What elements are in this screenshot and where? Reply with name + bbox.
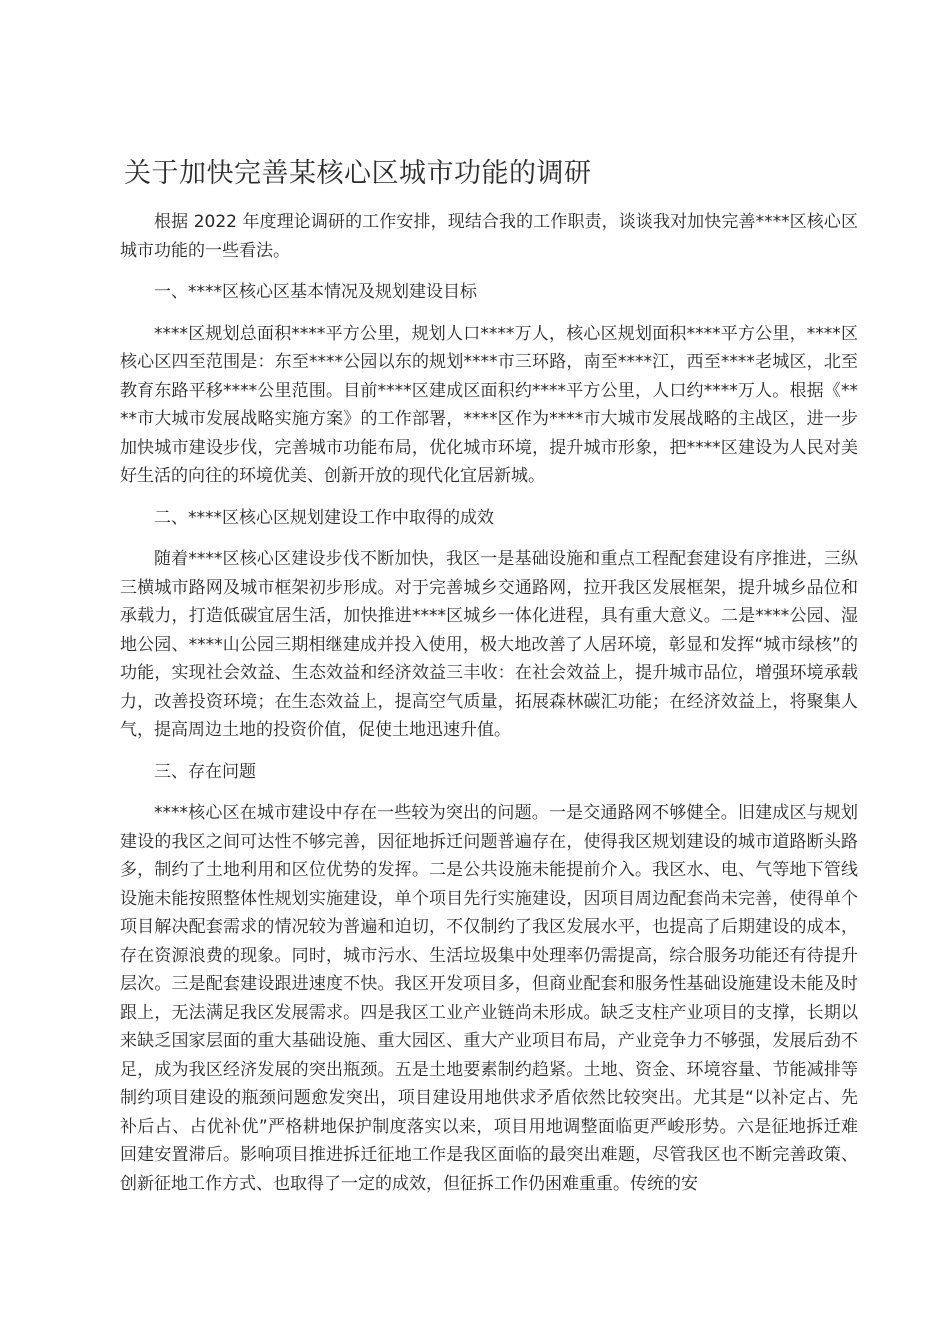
document-title: 关于加快完善某核心区城市功能的调研: [124, 158, 592, 189]
section-2-heading: 二、****区核心区规划建设工作中取得的成效: [154, 507, 494, 528]
document-body: [120, 208, 858, 1211]
section-2-paragraph: 随着****区核心区建设步伐不断加快，我区一是基础设施和重点工程配套建设有序推进，三纵三横城市路网及城市框架初步形成。对于完善城乡交通路网，拉开我区发展框架，提升城乡品位和承载力，打造低碳宜居生活，加快推进****区城乡一体化进程，具有重大意义。二是****公园、湿地公园、****山公园三期相继建成并投入使用，极大地改善了人居环境，彰显和发挥“城市绿核”的功能，实现社会效益、生态效益和经济效益三丰收：在社会效益上，提升城市品位，增强环境承载力，改善投资环境；在生态效益上，提高空气质量，拓展森林碳汇功能；在经济效益上，将聚集人气，提高周边土地的投资价值，促使土地迅速升值。: [120, 549, 858, 740]
section-3-paragraph: ****核心区在城市建设中存在一些较为突出的问题。一是交通路网不够健全。旧建成区与规划建设的我区之间可达性不够完善，因征地拆迁问题普遍存在，使得我区规划建设的城市道路断头路多，制约了土地利用和区位优势的发挥。二是公共设施未能提前介入。我区水、电、气等地下管线设施未能按照整体性规划实施建设，单个项目先行实施建设，因项目周边配套尚未完善，使得单个项目解决配套需求的情况较为普遍和迫切，不仅制约了我区发展水平，也提高了后期建设的成本，存在资源浪费的现象。同时，城市污水、生活垃圾集中处理率仍需提高，综合服务功能还有待提升层次。三是配套建设跟进速度不快。我区开发项目多，但商业配套和服务性基础设施建设未能及时跟上，无法满足我区发展需求。四是我区工业产业链尚未形成。缺乏支柱产业项目的支撑，长期以来缺乏国家层面的重大基础设施、重大园区、重大产业项目布局，产业竞争力不够强，发展后劲不足，成为我区经济发展的突出瓶颈。五是土地要素制约趋紧。土地、资金、环境容量、节能减排等制约项目建设的瓶颈问题愈发突出，项目建设用地供求矛盾依然比较突出。尤其是“以补定占、先补后占、占优补优”严格耕地保护制度落实以来，项目用地调整面临更严峻形势。六是征地拆迁难回建安置滞后。影响项目推进拆迁征地工作是我区面临的最突出难题，尽管我区也不断完善政策、创新征地工作方式、也取得了一定的成效，但征拆工作仍困难重重。传统的安: [120, 803, 858, 1194]
intro-paragraph: 根据 2022 年度理论调研的工作安排，现结合我的工作职责，谈谈我对加快完善****区核心区城市功能的一些看法。: [120, 212, 858, 261]
section-3-heading: 三、存在问题: [154, 761, 256, 782]
section-1-paragraph: ****区规划总面积****平方公里，规划人口****万人，核心区规划面积****平方公里，****区核心区四至范围是：东至****公园以东的规划****市三环路，南至****江，西至****老城区，北至教育东路平移****公里范围。目前****区建成区面积约****平方公里，人口约****万人。根据《****市大城市发展战略实施方案》的工作部署，****区作为****市大城市发展战略的主战区，进一步加快城市建设步伐，完善城市功能布局，优化城市环境，提升城市形象，把****区建设为人民对美好生活的向往的环境优美、创新开放的现代化宜居新城。: [120, 323, 858, 486]
section-1-heading: 一、****区核心区基本情况及规划建设目标: [154, 282, 477, 302]
